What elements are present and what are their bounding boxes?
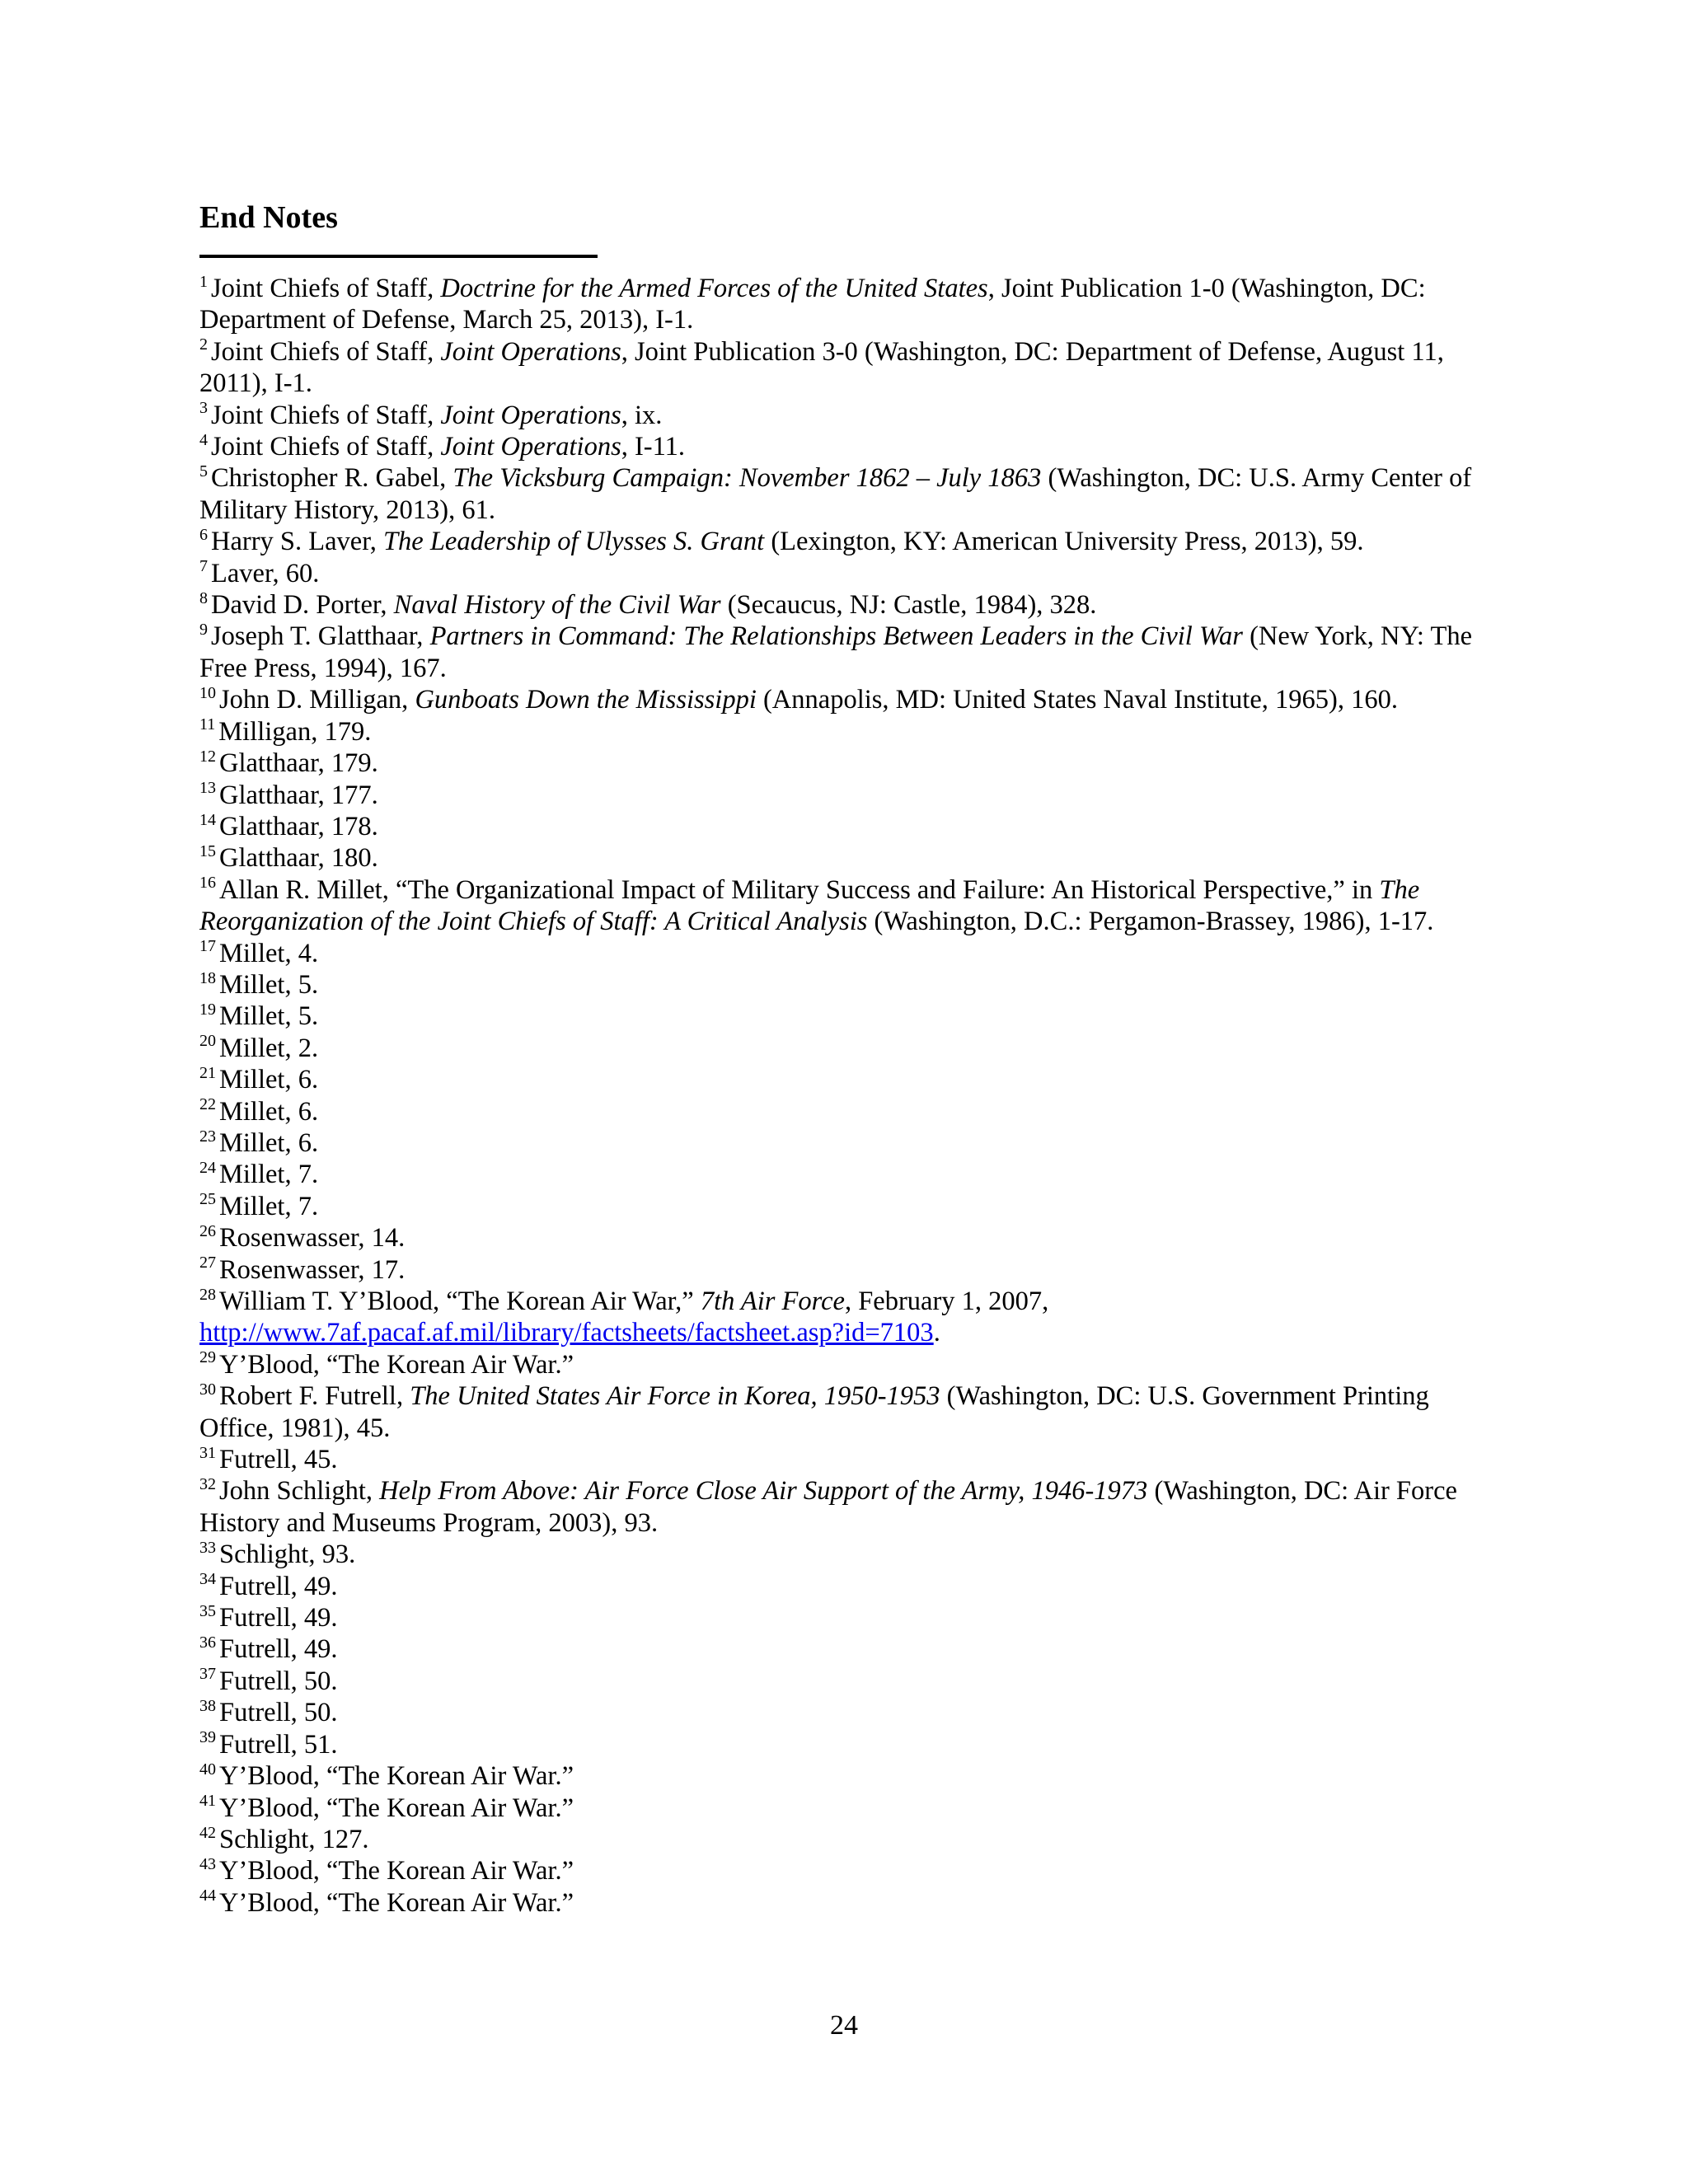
endnote-item	[199, 1222, 1493, 1254]
endnote-number: 42	[199, 1823, 216, 1842]
citation-text: .	[933, 1318, 940, 1348]
endnote-item	[199, 1159, 1493, 1190]
citation-text: , Joint Publication 3-0 (Washington, DC: Department of Defense, August 11, 2011), I-1.	[199, 336, 1444, 399]
endnote-item	[199, 1064, 1493, 1095]
endnote-item	[199, 1887, 1493, 1919]
endnote-number: 39	[199, 1728, 216, 1747]
endnote-item	[199, 842, 1493, 874]
endnote-item	[199, 400, 1493, 431]
citation-text: Y’Blood, “The Korean Air War.”	[219, 1856, 574, 1886]
citation-text: Y’Blood, “The Korean Air War.”	[219, 1761, 574, 1792]
endnote-number: 27	[199, 1254, 216, 1272]
endnote-number: 38	[199, 1696, 216, 1715]
endnote-item	[199, 558, 1493, 589]
endnote-number: 7	[199, 557, 208, 576]
endnote-item	[199, 1633, 1493, 1665]
endnote-item	[199, 1286, 1493, 1349]
endnote-number: 18	[199, 968, 216, 987]
citation-text: Joint Chiefs of Staff,	[211, 274, 441, 303]
citation-text: Y’Blood, “The Korean Air War.”	[219, 1349, 574, 1380]
citation-text: Milligan, 179.	[218, 716, 372, 747]
citation-text: Millet, 6.	[219, 1096, 319, 1127]
citation-text: Glatthaar, 178.	[219, 811, 378, 841]
page-title: End Notes	[199, 200, 338, 235]
citation-text: Joint Chiefs of Staff,	[211, 432, 441, 462]
endnote-number: 24	[199, 1158, 216, 1177]
citation-text: Allan R. Millet, “The Organizational Impact of Military Success and Failure: An Historical Perspective,” in	[219, 874, 1380, 905]
endnote-number: 36	[199, 1633, 216, 1652]
citation-text: Joseph T. Glatthaar,	[211, 621, 430, 652]
endnote-number: 22	[199, 1095, 216, 1114]
endnote-item	[199, 684, 1493, 715]
endnote-number: 31	[199, 1443, 216, 1462]
citation-text: Millet, 4.	[219, 938, 319, 968]
citation-title: Partners in Command: The Relationships Between Leaders in the Civil War	[429, 621, 1243, 652]
citation-title: Gunboats Down the Mississippi	[415, 685, 757, 715]
endnote-number: 3	[199, 399, 208, 418]
endnote-item	[199, 1793, 1493, 1824]
endnote-item	[199, 1444, 1493, 1475]
endnote-item	[199, 1127, 1493, 1159]
citation-title: 7th Air Force	[700, 1286, 845, 1316]
citation-text: David D. Porter,	[211, 590, 394, 621]
citation-text: Millet, 5.	[219, 1001, 319, 1032]
endnote-item	[199, 938, 1493, 969]
citation-text: Rosenwasser, 17.	[219, 1254, 406, 1285]
endnote-item	[199, 1539, 1493, 1570]
citation-text: Y’Blood, “The Korean Air War.”	[219, 1793, 574, 1823]
citation-text: Futrell, 50.	[219, 1698, 338, 1728]
endnote-number: 21	[199, 1063, 216, 1082]
endnote-item	[199, 431, 1493, 462]
citation-text: John D. Milligan,	[219, 685, 415, 715]
endnote-number: 17	[199, 937, 216, 956]
citation-text: Christopher R. Gabel,	[211, 463, 453, 494]
citation-text: Y’Blood, “The Korean Air War.”	[219, 1887, 574, 1918]
endnote-number: 13	[199, 779, 216, 798]
endnote-number: 10	[199, 683, 216, 702]
citation-link[interactable]: http://www.7af.pacaf.af.mil/library/factsheets/factsheet.asp?id=7103	[199, 1318, 934, 1348]
citation-text: (Washington, D.C.: Pergamon-Brassey, 1986), 1-17.	[867, 907, 1434, 937]
citation-text: (Washington, DC: Air Force History and Museums Program, 2003), 93.	[199, 1476, 1457, 1538]
endnote-number: 1	[199, 272, 208, 291]
citation-text: (Washington, DC: U.S. Government Printing Office, 1981), 45.	[199, 1381, 1429, 1443]
endnote-item	[199, 1760, 1493, 1792]
endnote-number: 40	[199, 1760, 216, 1779]
endnote-item	[199, 462, 1493, 526]
endnote-item	[199, 336, 1493, 400]
endnotes-list	[199, 273, 1493, 1919]
endnote-number: 32	[199, 1475, 216, 1494]
endnote-number: 2	[199, 335, 208, 354]
citation-text: Schlight, 127.	[219, 1824, 369, 1854]
endnote-item	[199, 1855, 1493, 1886]
citation-text: Millet, 7.	[219, 1191, 319, 1221]
citation-text: Laver, 60.	[211, 558, 320, 588]
citation-text: (Annapolis, MD: United States Naval Institute, 1965), 160.	[756, 685, 1398, 715]
endnote-number: 4	[199, 430, 208, 449]
citation-title: The Reorganization of the Joint Chiefs of Staff: A Critical Analysis	[199, 874, 1420, 937]
endnote-item	[199, 780, 1493, 811]
endnote-item	[199, 1602, 1493, 1633]
citation-text: Futrell, 51.	[219, 1729, 338, 1760]
endnote-number: 34	[199, 1570, 216, 1589]
endnote-item	[199, 748, 1493, 779]
endnote-number: 23	[199, 1127, 216, 1146]
citation-title: Joint Operations	[440, 336, 621, 367]
endnote-item	[199, 811, 1493, 842]
endnote-item	[199, 1191, 1493, 1222]
citation-text: Harry S. Laver,	[211, 527, 383, 557]
citation-text: (Washington, DC: U.S. Army Center of Military History, 2013), 61.	[199, 463, 1472, 525]
endnote-number: 43	[199, 1854, 216, 1873]
citation-text: Millet, 7.	[219, 1160, 319, 1190]
endnote-item	[199, 526, 1493, 557]
citation-text: Futrell, 45.	[219, 1445, 338, 1475]
endnote-item	[199, 1380, 1493, 1444]
citation-text: Millet, 6.	[219, 1065, 319, 1095]
citation-text: , February 1, 2007,	[844, 1286, 1049, 1316]
endnote-item	[199, 1349, 1493, 1380]
citation-text: Millet, 5.	[219, 969, 319, 1000]
citation-text: Robert F. Futrell,	[219, 1381, 410, 1412]
citation-text: William T. Y’Blood, “The Korean Air War,”	[219, 1286, 701, 1316]
citation-text: (Lexington, KY: American University Press, 2013), 59.	[764, 527, 1364, 557]
citation-text: Rosenwasser, 14.	[219, 1223, 406, 1254]
endnote-item	[199, 874, 1493, 938]
citation-text: Glatthaar, 177.	[219, 780, 378, 810]
endnote-number: 30	[199, 1380, 216, 1399]
endnote-item	[199, 589, 1493, 621]
endnote-number: 14	[199, 810, 216, 829]
endnote-number: 41	[199, 1792, 216, 1811]
endnote-number: 11	[199, 715, 216, 734]
endnote-item	[199, 1475, 1493, 1539]
endnote-number: 28	[199, 1285, 216, 1304]
endnote-number: 44	[199, 1886, 216, 1905]
endnote-item	[199, 1096, 1493, 1127]
citation-text: , I-11.	[621, 432, 686, 462]
endnote-number: 12	[199, 747, 216, 766]
endnote-number: 37	[199, 1665, 216, 1684]
endnote-item	[199, 1729, 1493, 1760]
endnote-number: 35	[199, 1601, 216, 1620]
endnote-number: 33	[199, 1538, 216, 1557]
endnote-item	[199, 1824, 1493, 1855]
endnote-number: 8	[199, 588, 208, 607]
citation-text: Joint Chiefs of Staff,	[211, 336, 441, 367]
endnote-number: 25	[199, 1190, 216, 1209]
citation-title: Help From Above: Air Force Close Air Support of the Army, 1946-1973	[379, 1476, 1148, 1507]
endnote-item	[199, 1666, 1493, 1697]
citation-text: Glatthaar, 179.	[219, 748, 378, 779]
page-number: 24	[830, 2010, 858, 2041]
citation-title: Joint Operations	[440, 432, 621, 462]
citation-text: Futrell, 50.	[219, 1666, 338, 1696]
citation-title: The Leadership of Ulysses S. Grant	[382, 527, 765, 557]
citation-text: (Secaucus, NJ: Castle, 1984), 328.	[720, 590, 1097, 621]
citation-text: Glatthaar, 180.	[219, 843, 378, 874]
endnote-number: 9	[199, 621, 208, 640]
citation-text: Futrell, 49.	[219, 1571, 338, 1601]
endnote-item	[199, 1571, 1493, 1602]
endnote-item	[199, 273, 1493, 336]
endnote-number: 26	[199, 1221, 216, 1240]
citation-text: , ix.	[621, 400, 663, 430]
endnote-number: 16	[199, 874, 216, 893]
endnote-item	[199, 1001, 1493, 1032]
citation-title: The United States Air Force in Korea, 1950-1953	[410, 1381, 940, 1412]
endnote-item	[199, 621, 1493, 684]
citation-text: , Joint Publication 1-0 (Washington, DC: Department of Defense, March 25, 2013), I-1.	[199, 274, 1426, 335]
citation-text: Joint Chiefs of Staff,	[211, 400, 441, 430]
endnote-item	[199, 1697, 1493, 1728]
citation-text: (New York, NY: The Free Press, 1994), 167.	[199, 621, 1473, 683]
footnote-separator	[199, 255, 598, 258]
endnote-number: 20	[199, 1032, 216, 1051]
endnote-number: 29	[199, 1348, 216, 1367]
endnote-number: 5	[199, 462, 208, 481]
citation-title: Joint Operations	[440, 400, 621, 430]
citation-title: Doctrine for the Armed Forces of the United States	[440, 274, 988, 303]
endnote-item	[199, 716, 1493, 748]
citation-text: Millet, 2.	[219, 1033, 319, 1063]
citation-title: Naval History of the Civil War	[393, 590, 721, 621]
endnote-item	[199, 969, 1493, 1001]
citation-text: Futrell, 49.	[219, 1634, 338, 1665]
endnote-item	[199, 1254, 1493, 1286]
endnote-number: 15	[199, 841, 216, 860]
citation-text: John Schlight,	[219, 1476, 380, 1507]
citation-title: The Vicksburg Campaign: November 1862 – July 1863	[452, 463, 1042, 494]
endnote-item	[199, 1033, 1493, 1064]
citation-text: Futrell, 49.	[219, 1603, 338, 1633]
endnote-number: 6	[199, 525, 208, 544]
citation-text: Millet, 6.	[219, 1127, 319, 1158]
endnote-number: 19	[199, 1000, 216, 1019]
citation-text: Schlight, 93.	[219, 1540, 356, 1570]
